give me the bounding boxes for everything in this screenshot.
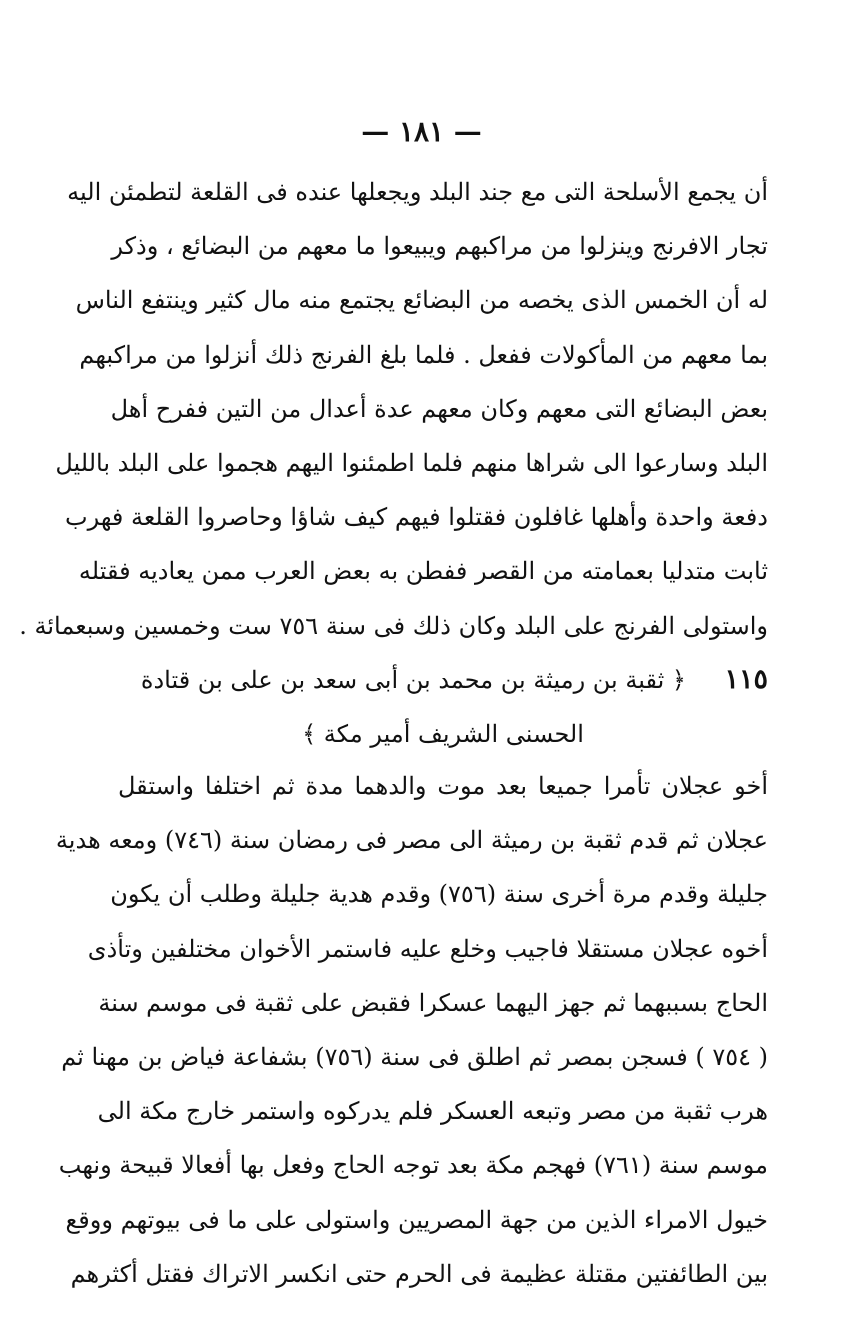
entry-number: ١١٥ [724,664,768,695]
text-line: هرب ثقبة من مصر وتبعه العسكر فلم يدركوه واستمر خارج مكة الى [97,1097,768,1126]
text-line: بين الطائفتين مقتلة عظيمة فى الحرم حتى انكسر الاتراك فقتل أكثرهم [70,1259,768,1288]
text-line: ( ٧٥٤ ) فسجن بمصر ثم اطلق فى سنة (٧٥٦) بشفاعة فياض بن مهنا ثم [61,1042,768,1071]
text-line: له أن الخمس الذى يخصه من البضائع يجتمع منه مال كثير وينتفع الناس [75,286,768,315]
entry-title-line-2: الحسنى الشريف أمير مكة ﴾ [302,720,584,748]
entry-heading [118,653,768,761]
text-line: بعض البضائع التى معهم وكان معهم عدة أعدال من التين ففرح أهل [110,394,768,423]
text-line: خيول الامراء الذين من جهة المصريين واستولى على ما فى بيوتهم ووقع [65,1205,768,1234]
text-line: تجار الافرنج وينزلوا من مراكبهم ويبيعوا ما معهم من البضائع ، وذكر [111,232,768,261]
entry-title-line-1: ﴿ ثقبة بن رميثة بن محمد بن أبى سعد بن على بن قتادة [140,666,686,694]
text-line: البلد وسارعوا الى شراها منهم فلما اطمئنوا اليهم هجموا على البلد بالليل [55,448,768,477]
text-line: موسم سنة (٧٦١) فهجم مكة بعد توجه الحاج وفعل بها أفعالا قبيحة ونهب [58,1151,768,1180]
page-number: — ١٨١ — [361,115,482,148]
text-line: الحاج بسببهما ثم جهز اليهما عسكرا فقبض على ثقبة فى موسم سنة [98,988,768,1017]
text-line: بما معهم من المأكولات ففعل . فلما بلغ الفرنج ذلك أنزلوا من مراكبهم [79,340,768,369]
paragraph-previous-entry [19,165,768,653]
text-line: واستولى الفرنج على البلد وكان ذلك فى سنة ٧٥٦ ست وخمسين وسبعمائة . [19,611,768,640]
paragraph-entry-body [55,759,768,1301]
text-line: دفعة واحدة وأهلها غافلون فقتلوا فيهم كيف شاؤا وحاصروا القلعة فهرب [64,503,768,532]
text-line: أخوه عجلان مستقلا فاجيب وخلع عليه فاستمر الأخوان مختلفين وتأذى [87,934,768,963]
text-line: أن يجمع الأسلحة التى مع جند البلد ويجعلها عنده فى القلعة لتطمئن اليه [67,178,768,206]
text-line: أخو عجلان تأمرا جميعا بعد موت والدهما مدة ثم اختلفا واستقل [118,772,768,800]
text-line: عجلان ثم قدم ثقبة بن رميثة الى مصر فى رمضان سنة (٧٤٦) ومعه هدية [55,826,768,855]
text-line: ثابت متدليا بعمامته من القصر ففطن به بعض العرب ممن يعاديه فقتله [78,557,768,586]
text-line: جليلة وقدم مرة أخرى سنة (٧٥٦) وقدم هدية جليلة وطلب أن يكون [110,880,768,909]
